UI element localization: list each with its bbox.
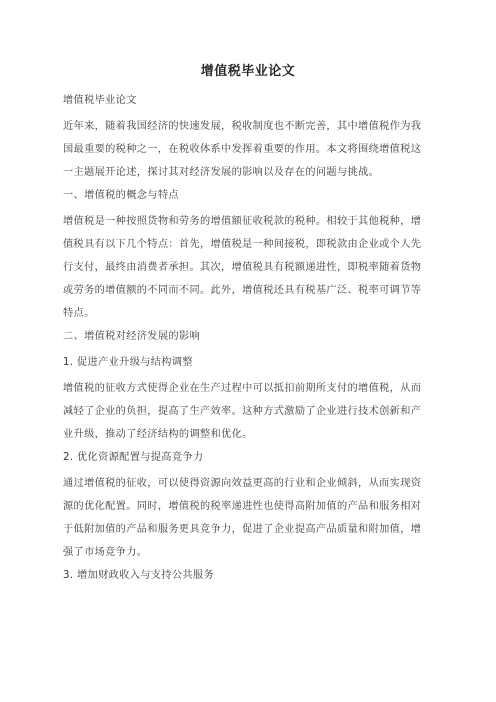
- paragraph-line: 特点。: [63, 308, 95, 319]
- document-body: [63, 94, 435, 595]
- paragraph-line: 源的优化配置。同时，增值税的税率递进性也使得高附加值的产品和服务相对: [63, 501, 422, 512]
- subsection2-paragraph: [63, 477, 435, 559]
- document-title: 增值税毕业论文: [200, 64, 296, 79]
- paragraph-line: 近年来，随着我国经济的快速发展，税收制度也不断完善，其中增值税作为我: [63, 121, 422, 132]
- paragraph-line: 业升级，推动了经济结构的调整和优化。: [63, 429, 253, 440]
- section-heading: 二、增值税对经济发展的影响: [63, 331, 200, 342]
- subsection-heading: 1. 促进产业升级与结构调整: [63, 357, 193, 368]
- document-subtitle: 增值税毕业论文: [63, 95, 137, 106]
- paragraph-line: 值税具有以下几个特点：首先，增值税是一种间接税，即税款由企业或个人先: [63, 239, 422, 250]
- paragraph-line: 减轻了企业的负担，提高了生产效率。这种方式激励了企业进行技术创新和产: [63, 406, 422, 417]
- paragraph-line: 增值税是一种按照货物和劳务的增值额征收税款的税种。相较于其他税种，增: [63, 216, 422, 227]
- section1-paragraph: [63, 215, 435, 320]
- paragraph-line: 一主题展开论述，探讨其对经济发展的影响以及存在的问题与挑战。: [63, 167, 380, 178]
- paragraph-line: 行支付，最终由消费者承担。其次，增值税具有税额递进性，即税率随着货物: [63, 262, 422, 273]
- subsection-heading: 2. 优化资源配置与提高竞争力: [63, 452, 204, 463]
- section-heading: 一、增值税的概念与特点: [63, 190, 179, 201]
- paragraph-line: 国最重要的税种之一，在税收体系中发挥着重要的作用。本文将围绕增值税这: [63, 144, 422, 155]
- paragraph-line: 或劳务的增值额的不同而不同。此外，增值税还具有税基广泛、税率可调节等: [63, 285, 422, 296]
- intro-paragraph: [63, 120, 435, 179]
- paragraph-line: 强了市场竞争力。: [63, 547, 148, 558]
- subsection-heading: 3. 增加财政收入与支持公共服务: [63, 570, 214, 581]
- subsection1-paragraph: [63, 382, 435, 441]
- paragraph-line: 于低附加值的产品和服务更具竞争力，促进了企业提高产品质量和附加值，增: [63, 524, 422, 535]
- paragraph-line: 通过增值税的征收，可以使得资源向效益更高的行业和企业倾斜，从而实现资: [63, 478, 422, 489]
- paragraph-line: 增值税的征收方式使得企业在生产过程中可以抵扣前期所支付的增值税，从而: [63, 383, 422, 394]
